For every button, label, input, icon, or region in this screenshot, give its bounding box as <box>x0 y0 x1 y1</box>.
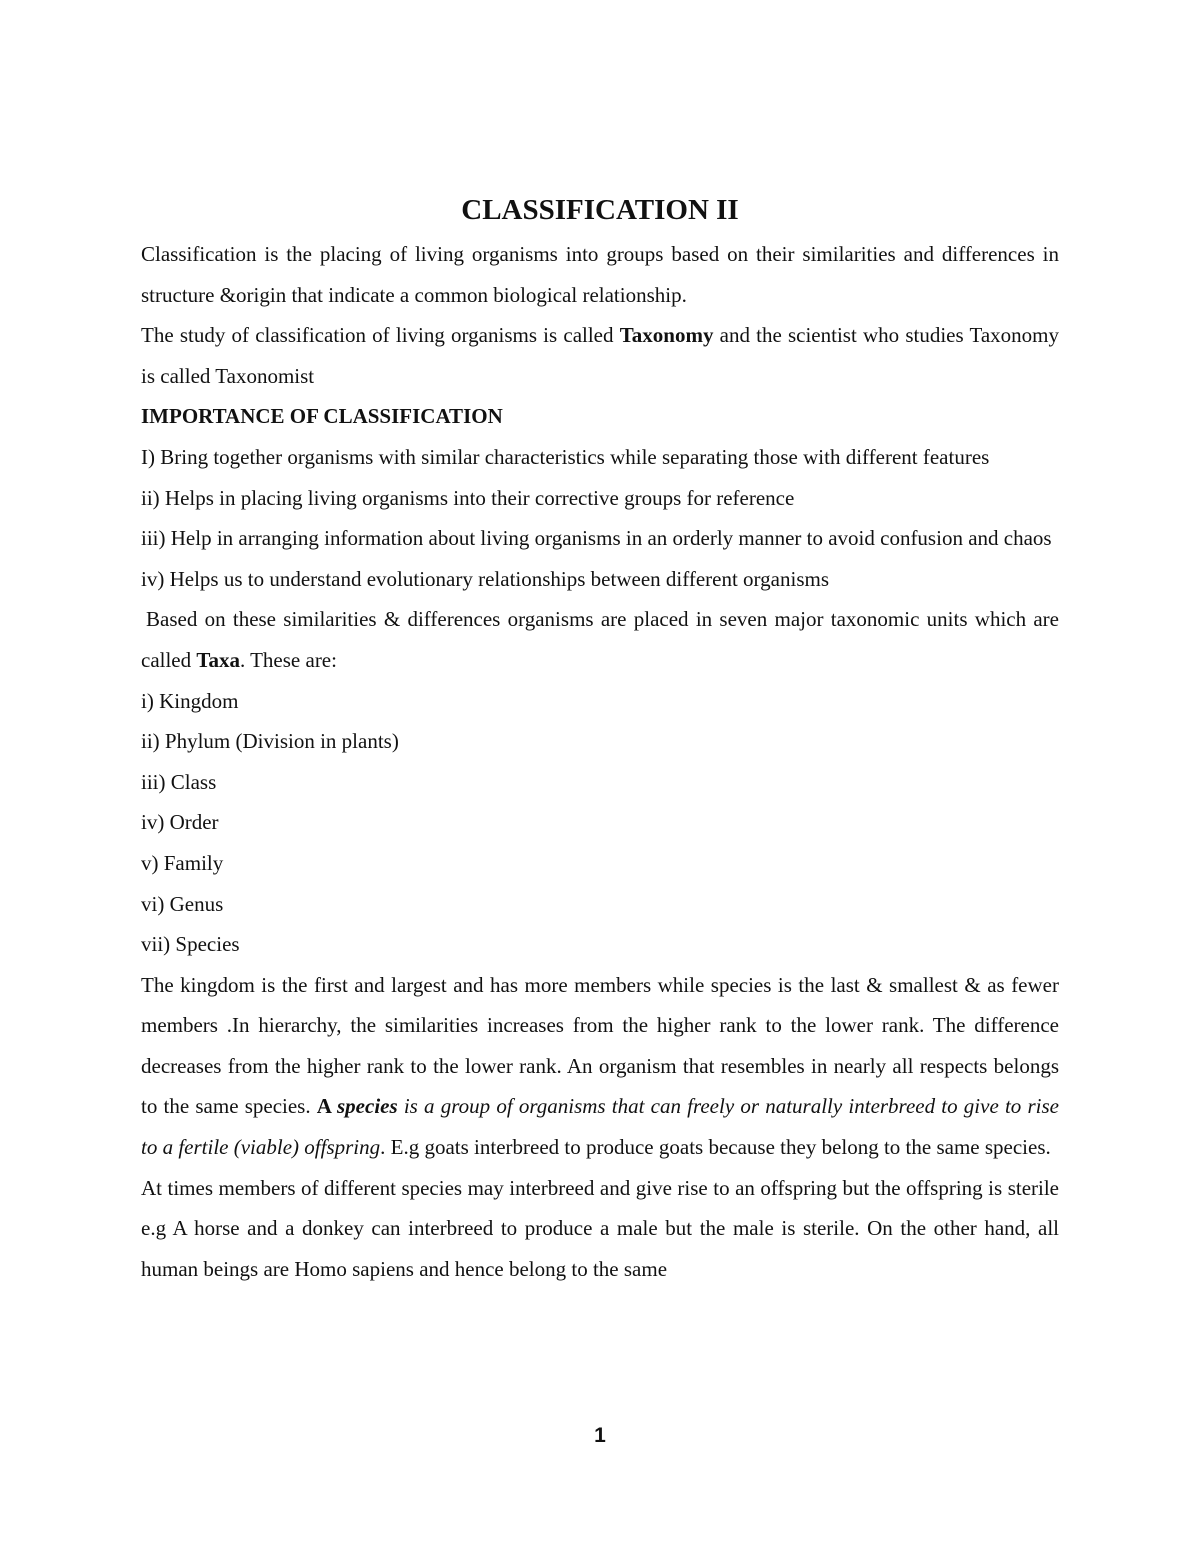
importance-heading: IMPORTANCE OF CLASSIFICATION <box>141 404 503 429</box>
taxonomy-text-after: and the scientist who studies Taxonomy is called Taxonomist <box>141 323 1059 388</box>
hierarchy-text: The kingdom is the first and largest and has more members while species is the last & smallest & as fewer members .In hierarchy, the similarities increases from the higher rank to the lower rank. The difference decreases from the higher rank to the lower rank. An organism that resembles in nearly all respects belongs to the same species. <box>141 972 1059 1119</box>
page-number: 1 <box>594 1424 606 1447</box>
importance-item: ii) Helps in placing living organisms into their corrective groups for reference <box>141 485 795 510</box>
importance-item: I) Bring together organisms with similar characteristics while separating those with different features <box>141 444 990 469</box>
hierarchy-paragraph <box>141 965 1059 1168</box>
taxa-list-item: ii) Phylum (Division in plants) <box>141 729 399 754</box>
importance-item: iv) Helps us to understand evolutionary relationships between different organisms <box>141 566 829 591</box>
document-page <box>141 190 1059 1289</box>
taxonomy-paragraph <box>141 315 1059 396</box>
taxa-text-before: Based on these similarities & differences organisms are placed in seven major taxonomic units which are called <box>141 607 1059 672</box>
taxonomy-text-before: The study of classification of living organisms is called <box>141 323 620 348</box>
taxa-text-after: . These are: <box>239 647 337 672</box>
species-term: species <box>337 1094 398 1119</box>
taxa-list-item: v) Family <box>141 850 224 875</box>
taxa-list-item: i) Kingdom <box>141 688 239 713</box>
importance-item: iii) Help in arranging information about living organisms in an orderly manner to avoid confusion and chaos <box>141 526 1052 551</box>
taxonomy-term: Taxonomy <box>619 323 714 348</box>
species-definition: is a group of organisms that can freely or naturally interbreed to give to rise to a fertile (viable) offspring <box>141 1094 1060 1160</box>
hierarchy-text-end: . E.g goats interbreed to produce goats because they belong to the same species. <box>380 1135 1051 1160</box>
taxa-list-item: vi) Genus <box>141 891 224 916</box>
species-article: A <box>316 1094 337 1119</box>
taxa-list-item: iii) Class <box>141 769 217 794</box>
taxa-list-item: vii) Species <box>141 932 240 957</box>
taxa-term: Taxa <box>196 647 240 672</box>
intro-paragraph: Classification is the placing of living organisms into groups based on their similarities and differences in structure &origin that indicate a common biological relationship. <box>141 242 1059 307</box>
page-title: CLASSIFICATION II <box>461 194 739 226</box>
taxa-paragraph <box>141 599 1059 680</box>
taxa-list-item: iv) Order <box>141 810 219 835</box>
sterile-paragraph: At times members of different species may interbreed and give rise to an offspring but the offspring is sterile e.g A horse and a donkey can interbreed to produce a male but the male is sterile. On the other hand, all human beings are Homo sapiens and hence belong to the same <box>141 1175 1059 1281</box>
